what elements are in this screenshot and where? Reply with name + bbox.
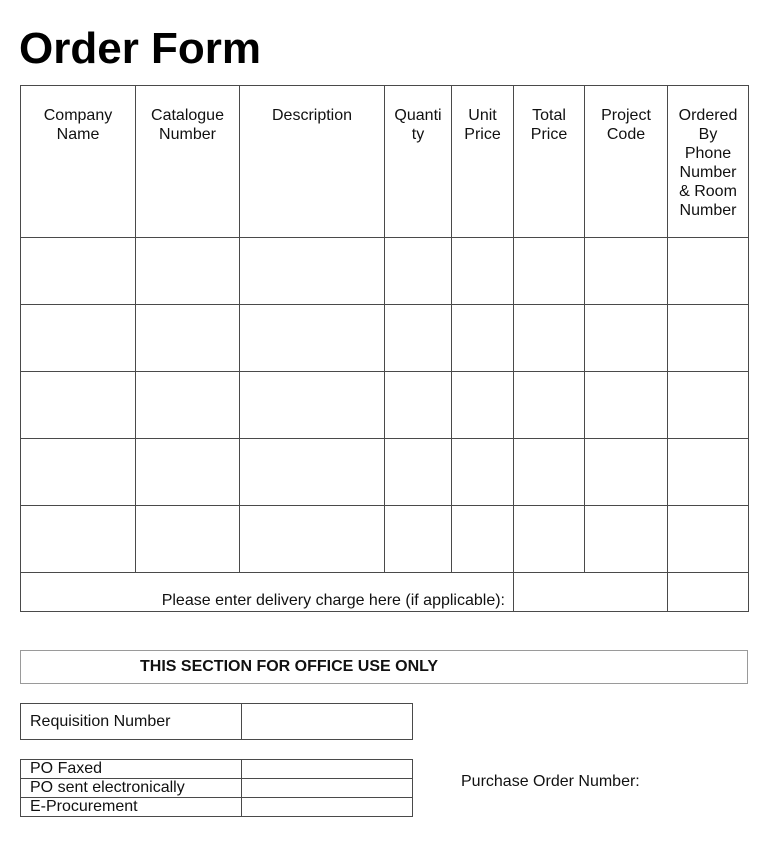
po-status-row	[21, 798, 413, 817]
column-header-total-price: Total Price	[514, 86, 585, 238]
po-status-row	[21, 779, 413, 798]
cell-catalogue-number[interactable]	[136, 238, 240, 305]
column-header-description: Description	[240, 86, 385, 238]
table-row	[21, 372, 749, 439]
cell-description[interactable]	[240, 238, 385, 305]
delivery-charge-extra-cell	[668, 573, 749, 612]
cell-project-code[interactable]	[585, 305, 668, 372]
order-table	[20, 85, 749, 612]
delivery-charge-field[interactable]	[514, 573, 668, 612]
cell-unit-price[interactable]	[452, 506, 514, 573]
cell-total-price[interactable]	[514, 506, 585, 573]
po-electronic-field[interactable]	[242, 779, 413, 798]
cell-project-code[interactable]	[585, 506, 668, 573]
cell-company-name[interactable]	[21, 506, 136, 573]
table-row	[21, 238, 749, 305]
delivery-charge-row	[21, 573, 749, 612]
cell-total-price[interactable]	[514, 439, 585, 506]
cell-ordered-by[interactable]	[668, 238, 749, 305]
cell-quantity[interactable]	[385, 305, 452, 372]
cell-unit-price[interactable]	[452, 372, 514, 439]
po-status-row	[21, 760, 413, 779]
cell-company-name[interactable]	[21, 439, 136, 506]
cell-company-name[interactable]	[21, 372, 136, 439]
cell-catalogue-number[interactable]	[136, 439, 240, 506]
cell-quantity[interactable]	[385, 439, 452, 506]
column-header-project-code: Project Code	[585, 86, 668, 238]
cell-ordered-by[interactable]	[668, 506, 749, 573]
cell-total-price[interactable]	[514, 238, 585, 305]
cell-catalogue-number[interactable]	[136, 305, 240, 372]
po-faxed-field[interactable]	[242, 760, 413, 779]
po-electronic-label: PO sent electronically	[21, 779, 242, 798]
po-status-table	[20, 759, 413, 817]
e-procurement-label: E-Procurement	[21, 798, 242, 817]
cell-unit-price[interactable]	[452, 238, 514, 305]
cell-description[interactable]	[240, 439, 385, 506]
cell-quantity[interactable]	[385, 372, 452, 439]
cell-project-code[interactable]	[585, 238, 668, 305]
table-row	[21, 439, 749, 506]
purchase-order-number-label: Purchase Order Number:	[461, 773, 640, 790]
cell-project-code[interactable]	[585, 439, 668, 506]
office-use-heading: THIS SECTION FOR OFFICE USE ONLY	[140, 658, 439, 675]
requisition-table	[20, 703, 413, 740]
table-header-row	[21, 86, 749, 238]
cell-description[interactable]	[240, 372, 385, 439]
requisition-number-label: Requisition Number	[21, 704, 242, 740]
po-faxed-label: PO Faxed	[21, 760, 242, 779]
requisition-row	[21, 704, 413, 740]
cell-catalogue-number[interactable]	[136, 372, 240, 439]
cell-ordered-by[interactable]	[668, 439, 749, 506]
cell-quantity[interactable]	[385, 238, 452, 305]
column-header-quantity: Quanti ty	[385, 86, 452, 238]
cell-ordered-by[interactable]	[668, 305, 749, 372]
table-row	[21, 506, 749, 573]
cell-description[interactable]	[240, 305, 385, 372]
cell-quantity[interactable]	[385, 506, 452, 573]
page-title: Order Form	[19, 24, 262, 73]
delivery-charge-label: Please enter delivery charge here (if applicable):	[21, 573, 514, 612]
column-header-ordered-by: Ordered By Phone Number & Room Number	[668, 86, 749, 238]
column-header-catalogue-number: Catalogue Number	[136, 86, 240, 238]
cell-company-name[interactable]	[21, 238, 136, 305]
cell-description[interactable]	[240, 506, 385, 573]
cell-total-price[interactable]	[514, 372, 585, 439]
column-header-company-name: Company Name	[21, 86, 136, 238]
requisition-number-field[interactable]	[242, 704, 413, 740]
e-procurement-field[interactable]	[242, 798, 413, 817]
table-row	[21, 305, 749, 372]
cell-total-price[interactable]	[514, 305, 585, 372]
office-use-banner	[20, 650, 748, 684]
cell-ordered-by[interactable]	[668, 372, 749, 439]
cell-company-name[interactable]	[21, 305, 136, 372]
cell-unit-price[interactable]	[452, 439, 514, 506]
cell-project-code[interactable]	[585, 372, 668, 439]
cell-catalogue-number[interactable]	[136, 506, 240, 573]
cell-unit-price[interactable]	[452, 305, 514, 372]
column-header-unit-price: Unit Price	[452, 86, 514, 238]
